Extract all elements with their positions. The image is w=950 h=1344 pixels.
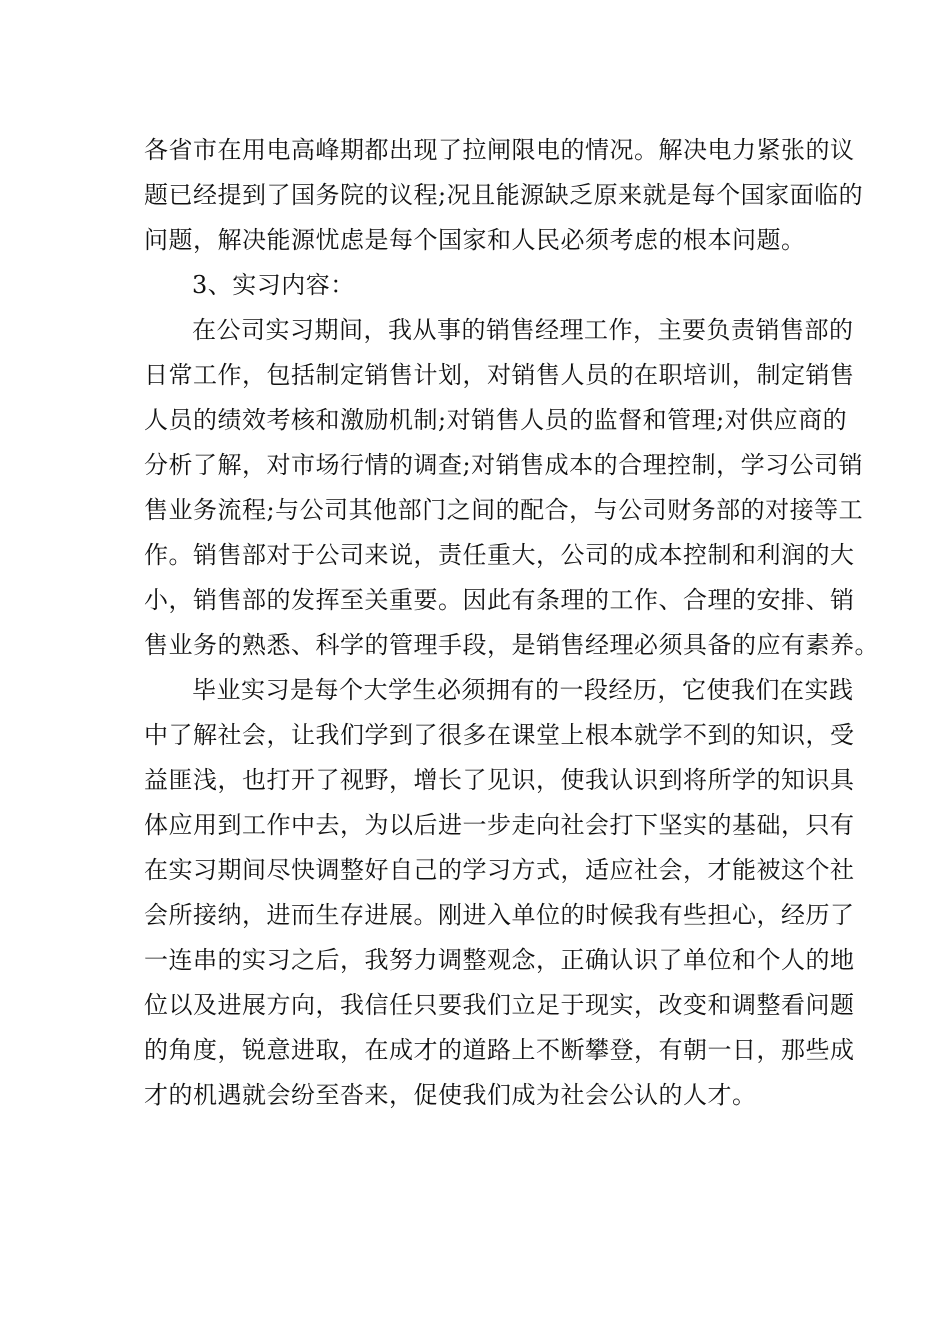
- text-line: 题已经提到了国务院的议程;况且能源缺乏原来就是每个国家面临的: [144, 181, 864, 209]
- text-line: 作。销售部对于公司来说，责任重大，公司的成本控制和利润的大: [144, 541, 855, 569]
- text-line: 才的机遇就会纷至沓来，促使我们成为社会公认的人才。: [144, 1081, 757, 1109]
- document-body: [144, 128, 879, 1118]
- text-line: 一连串的实习之后，我努力调整观念，正确认识了单位和个人的地: [144, 946, 855, 974]
- paragraph-internship-reflection: [144, 668, 855, 1118]
- text-line: 小，销售部的发挥至关重要。因此有条理的工作、合理的安排、销: [144, 586, 855, 614]
- section-heading-internship-content: [144, 263, 812, 308]
- text-line: 日常工作，包括制定销售计划，对销售人员的在职培训，制定销售: [144, 361, 855, 389]
- paragraph-sales-manager-duties: [144, 308, 879, 668]
- text-line: 在公司实习期间，我从事的销售经理工作，主要负责销售部的: [192, 316, 854, 344]
- text-line: 的角度，锐意进取，在成才的道路上不断攀登，有朝一日，那些成: [144, 1036, 855, 1064]
- text-line: 会所接纳，进而生存进展。刚进入单位的时候我有些担心，经历了: [144, 901, 855, 929]
- text-line: 益匪浅，也打开了视野，增长了见识，使我认识到将所学的知识具: [144, 766, 855, 794]
- text-line: 售业务流程;与公司其他部门之间的配合，与公司财务部的对接等工: [144, 496, 864, 524]
- text-line: 各省市在用电高峰期都出现了拉闸限电的情况。解决电力紧张的议: [144, 136, 855, 164]
- text-line: 售业务的熟悉、科学的管理手段，是销售经理必须具备的应有素养。: [144, 631, 879, 659]
- text-line: 分析了解，对市场行情的调查;对销售成本的合理控制，学习公司销: [144, 451, 864, 479]
- text-line: 毕业实习是每个大学生必须拥有的一段经历，它使我们在实践: [192, 676, 854, 704]
- text-line: 在实习期间尽快调整好自己的学习方式，适应社会，才能被这个社: [144, 856, 855, 884]
- text-line: 问题，解决能源忧虑是每个国家和人民必须考虑的根本问题。: [144, 226, 806, 254]
- paragraph-energy-background: [144, 128, 864, 263]
- text-line: 体应用到工作中去，为以后进一步走向社会打下坚实的基础，只有: [144, 811, 855, 839]
- heading-line: 3、实习内容：: [192, 271, 355, 299]
- text-line: 位以及进展方向，我信任只要我们立足于现实，改变和调整看问题: [144, 991, 855, 1019]
- text-line: 人员的绩效考核和激励机制;对销售人员的监督和管理;对供应商的: [144, 406, 848, 434]
- text-line: 中了解社会，让我们学到了很多在课堂上根本就学不到的知识，受: [144, 721, 855, 749]
